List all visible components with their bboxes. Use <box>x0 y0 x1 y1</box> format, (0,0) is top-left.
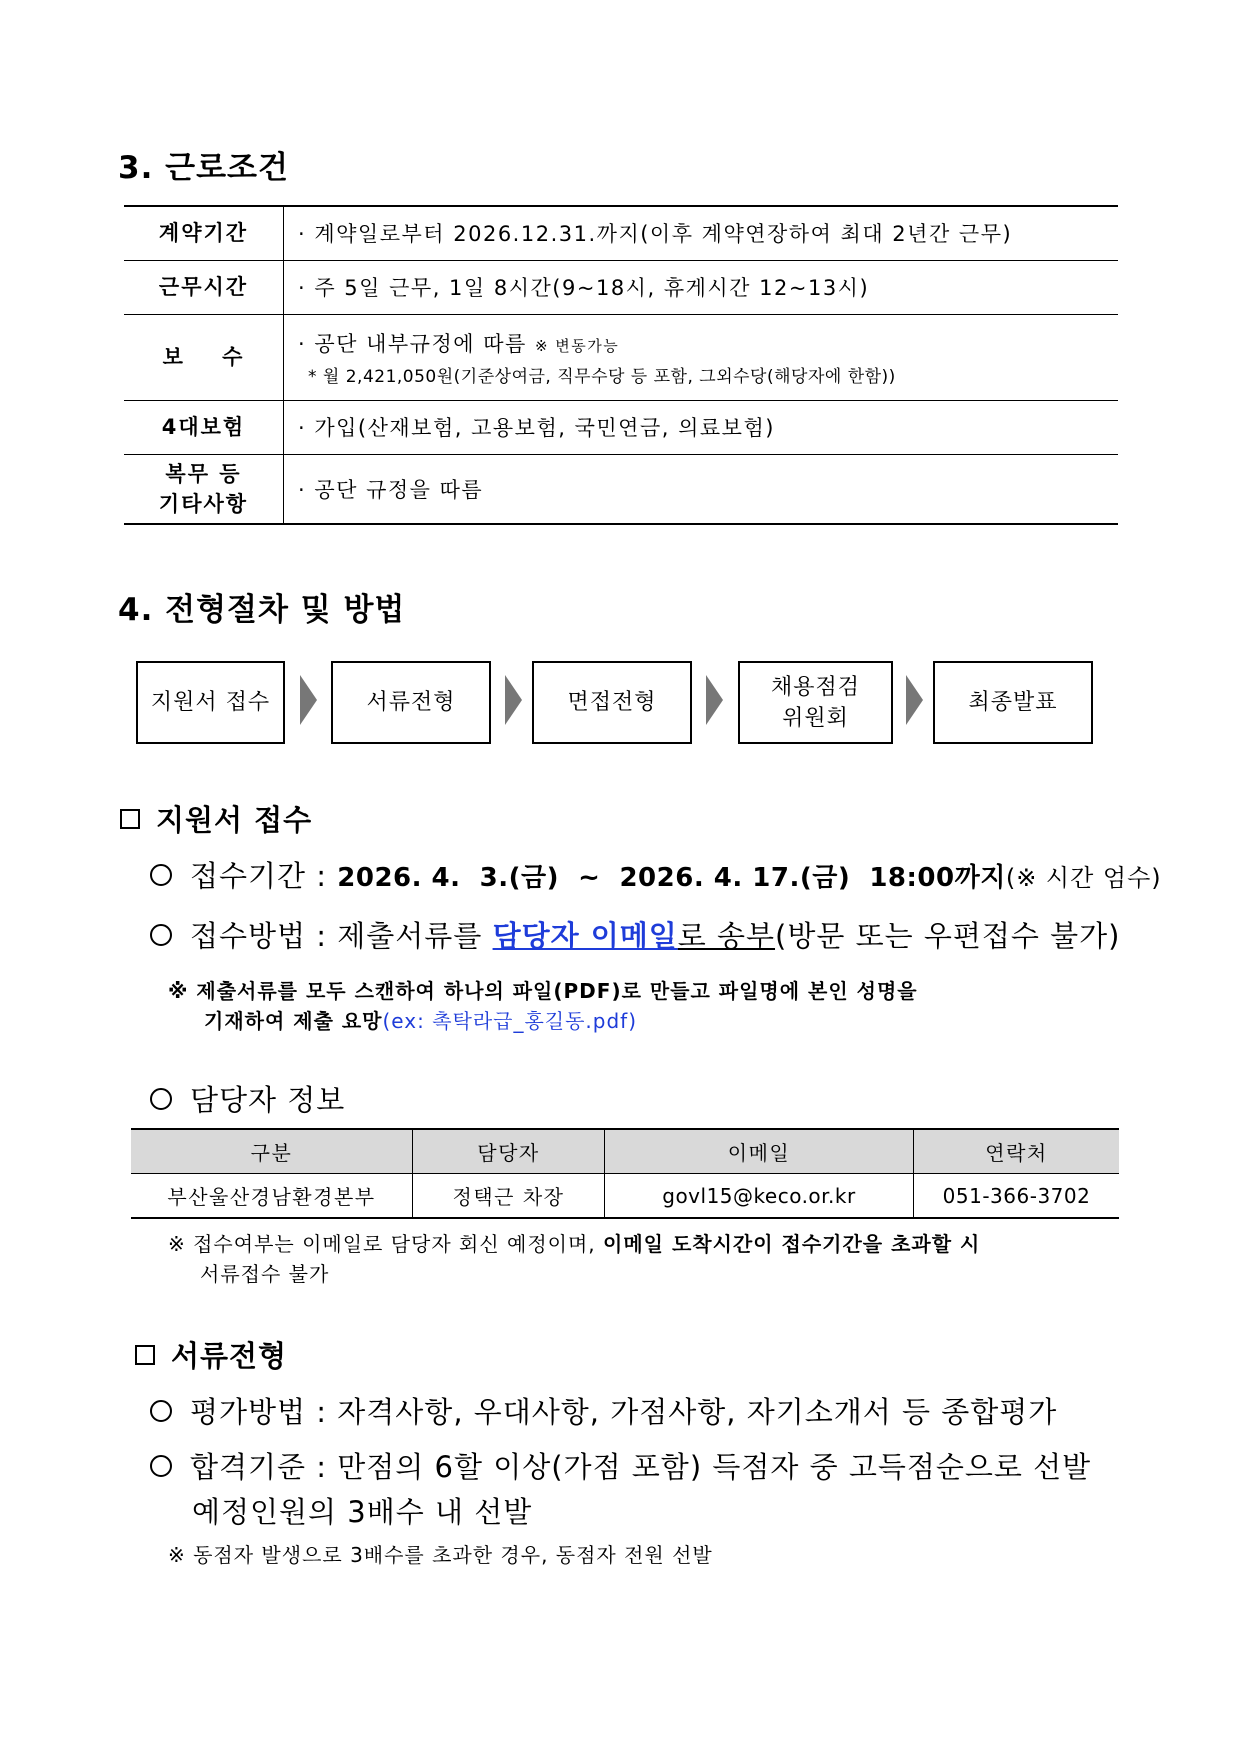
column-header: 구분 <box>131 1129 413 1174</box>
row-value: · 계약일로부터 2026.12.31.까지(이후 계약연장하여 최대 2년간 근무) <box>284 206 1119 260</box>
evaluation-method-line <box>150 1390 1057 1431</box>
note-text: 기재하여 제출 요망 <box>204 1009 383 1033</box>
table-cell: 정택근 차장 <box>413 1174 605 1219</box>
application-method-line <box>150 914 1120 955</box>
row-label: 근무시간 <box>124 260 284 314</box>
period-label: 접수기간 : <box>190 859 328 893</box>
table-row <box>124 400 1118 454</box>
table-row <box>124 206 1118 260</box>
table-cell: govl15@keco.or.kr <box>605 1174 914 1219</box>
column-header: 담당자 <box>413 1129 605 1174</box>
circle-bullet-icon <box>150 864 172 886</box>
method-tail: 로 송부 <box>677 919 776 953</box>
manager-email-link: 담당자 이메일 <box>492 919 678 953</box>
row-value: · 주 5일 근무, 1일 8시간(9~18시, 휴게시간 12~13시) <box>284 260 1119 314</box>
table-row <box>124 260 1118 314</box>
row-value: · 공단 규정을 따름 <box>284 454 1119 524</box>
circle-bullet-icon <box>150 1088 172 1110</box>
subsection-title: 지원서 접수 <box>156 803 313 837</box>
pay-detail: * 월 2,421,050원(기준상여금, 직무수당 등 포함, 그외수당(해당자에 한함)) <box>308 366 896 387</box>
table-row <box>131 1174 1119 1219</box>
arrow-icon <box>906 675 923 725</box>
contact-title: 담당자 정보 <box>190 1083 346 1117</box>
arrow-icon <box>505 675 522 725</box>
pass-text: 합격기준 : 만점의 6할 이상(가점 포함) 득점자 중 고득점순으로 선발 <box>190 1450 1092 1484</box>
step-application: 지원서 접수 <box>136 661 285 744</box>
column-header: 이메일 <box>605 1129 914 1174</box>
evaluation-text: 평가방법 : 자격사항, 우대사항, 가점사항, 자기소개서 등 종합평가 <box>190 1395 1058 1429</box>
row-value: · 가입(산재보험, 고용보험, 국민연금, 의료보험) <box>284 400 1119 454</box>
label-line: 기타사항 <box>158 491 249 516</box>
note-text: ※ 접수여부는 이메일로 담당자 회신 예정이며, <box>168 1232 596 1256</box>
circle-bullet-icon <box>150 1455 172 1477</box>
table-row <box>124 454 1118 524</box>
period-note: (※ 시간 엄수) <box>1005 864 1162 892</box>
note-line: 서류접수 불가 <box>200 1262 330 1286</box>
working-conditions-table <box>124 205 1118 525</box>
table-cell: 051-366-3702 <box>914 1174 1120 1219</box>
table-row <box>124 314 1118 400</box>
step-final-announcement: 최종발표 <box>933 661 1093 744</box>
label-line: 복무 등 <box>165 461 242 486</box>
pay-text: · 공단 내부규정에 따름 <box>298 331 527 356</box>
row-label: 4대보험 <box>124 400 284 454</box>
note-line <box>168 1229 1128 1259</box>
column-header: 연락처 <box>914 1129 1120 1174</box>
reply-note <box>168 1229 1128 1289</box>
row-value <box>284 314 1119 400</box>
table-header-row <box>131 1129 1119 1174</box>
step-review-committee <box>738 661 893 744</box>
subsection-document-screening <box>135 1334 287 1375</box>
application-period-line <box>150 854 1162 895</box>
arrow-icon <box>706 675 723 725</box>
row-label <box>124 454 284 524</box>
tie-note: ※ 동점자 발생으로 3배수를 초과한 경우, 동점자 전원 선발 <box>168 1543 713 1567</box>
row-label: 보 수 <box>124 314 284 400</box>
pass-criteria-line <box>150 1445 1091 1486</box>
step-interview: 면접전형 <box>532 661 692 744</box>
note-example: (ex: 촉탁라급_홍길동.pdf) <box>382 1009 638 1033</box>
checkbox-square-icon <box>135 1345 155 1365</box>
note-line: ※ 제출서류를 모두 스캔하여 하나의 파일(PDF)로 만들고 파일명에 본인 성명을 <box>168 979 918 1003</box>
note-line <box>168 1006 1128 1036</box>
method-tail2: (방문 또는 우편접수 불가) <box>775 919 1121 953</box>
subsection-application <box>120 798 312 839</box>
contact-table <box>131 1128 1119 1219</box>
section-title-selection: 4. 전형절차 및 방법 <box>118 592 406 628</box>
scan-note <box>168 976 1128 1036</box>
section-title-working-conditions: 3. 근로조건 <box>118 150 289 186</box>
step-line: 채용점검 <box>770 674 860 700</box>
table-cell: 부산울산경남환경본부 <box>131 1174 413 1219</box>
checkbox-square-icon <box>120 809 140 829</box>
pass-criteria-line-2: 예정인원의 3배수 내 선발 <box>192 1495 533 1529</box>
row-label: 계약기간 <box>124 206 284 260</box>
arrow-icon <box>300 675 317 725</box>
step-document-screening: 서류전형 <box>331 661 491 744</box>
circle-bullet-icon <box>150 924 172 946</box>
period-value: 2026. 4. 3.(금) ~ 2026. 4. 17.(금) 18:00까지 <box>337 863 1006 893</box>
method-label: 접수방법 : 제출서류를 <box>190 919 483 953</box>
step-line: 위원회 <box>782 705 849 731</box>
note-bold: 이메일 도착시간이 접수기간을 초과할 시 <box>603 1232 981 1256</box>
contact-info-heading <box>150 1078 345 1119</box>
circle-bullet-icon <box>150 1400 172 1422</box>
subsection-title: 서류전형 <box>171 1339 288 1373</box>
pay-note: ※ 변동가능 <box>534 336 620 355</box>
